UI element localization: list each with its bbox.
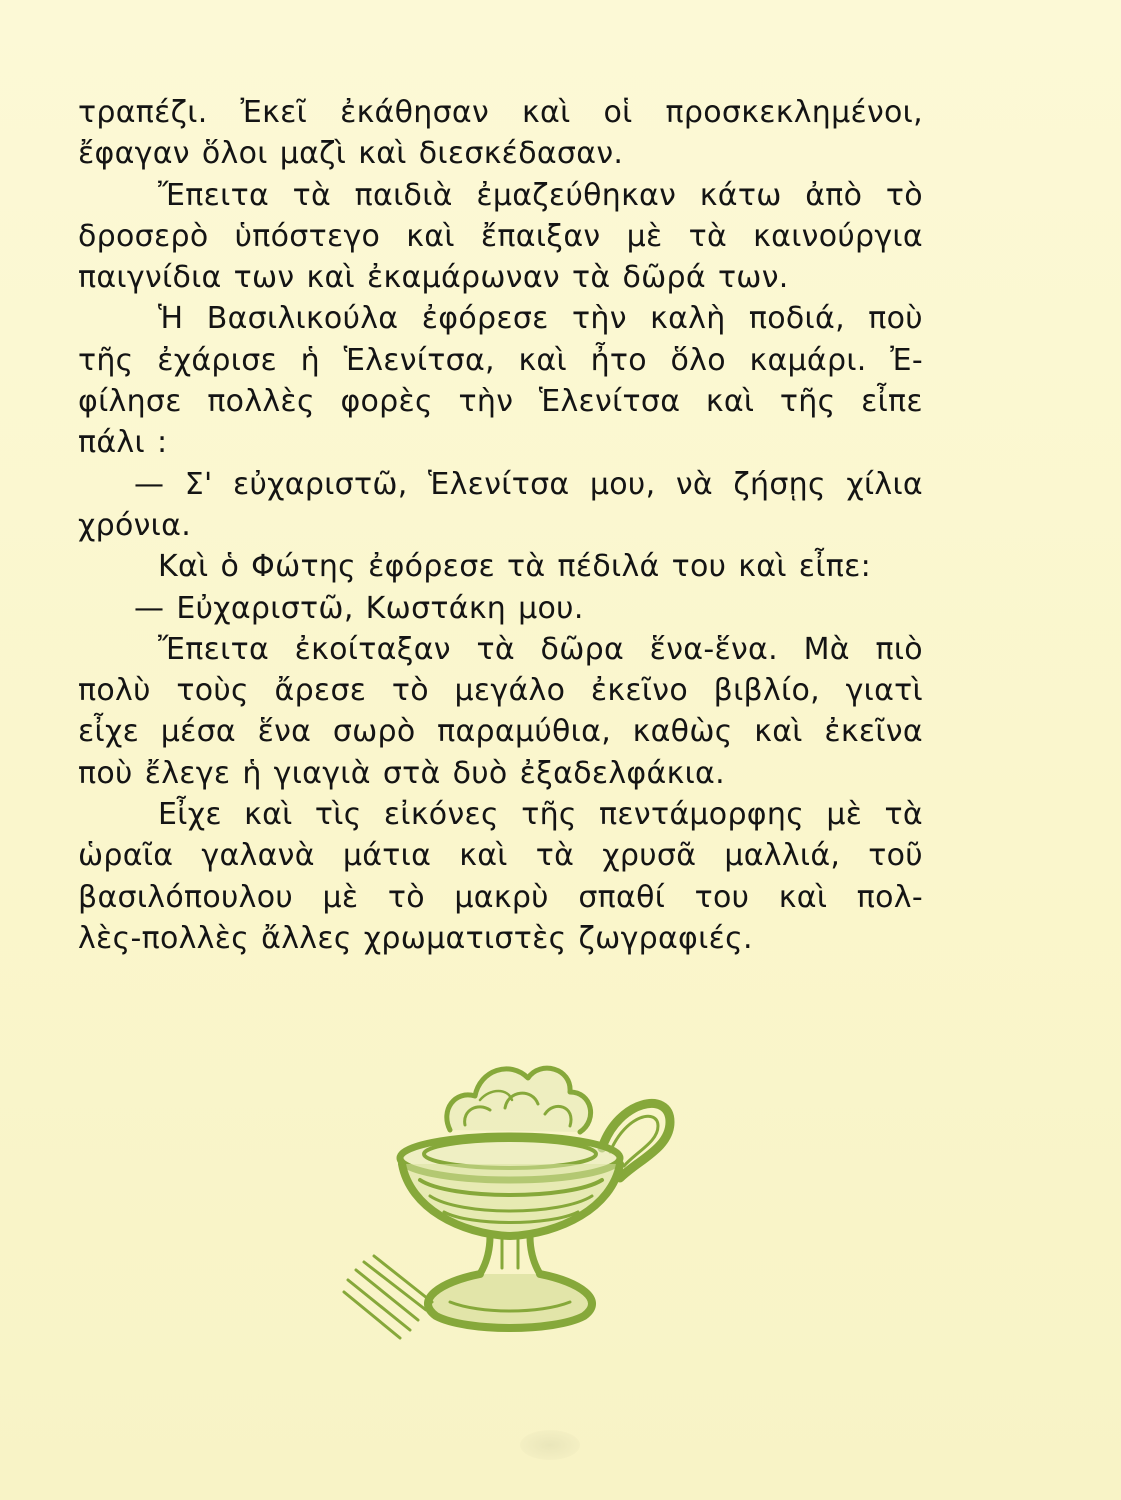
text-line: Ἔπειτα τὰ παιδιὰ ἐμαζεύθηκαν κάτω ἀπὸ τὸ	[158, 177, 923, 213]
text-line: ὡραῖα γαλανὰ μάτια καὶ τὰ χρυσᾶ μαλλιά, τοῦ	[78, 838, 923, 874]
text-line: πάλι :	[78, 425, 168, 461]
text-line: Ἡ Βασιλικούλα ἐφόρεσε τὴν καλὴ ποδιά, ποὺ	[158, 301, 923, 337]
text-line: εἶχε μέσα ἕνα σωρὸ παραμύθια, καθὼς καὶ ἐκεῖνα	[78, 714, 923, 750]
text-line: Καὶ ὁ Φώτης ἐφόρεσε τὰ πέδιλά του καὶ εἶπε:	[158, 549, 872, 585]
text-line: — Εὐχαριστῶ, Κωστάκη μου.	[134, 590, 584, 626]
text-line: λὲς-πολλὲς ἄλλες χρωματιστὲς ζωγραφιές.	[78, 920, 753, 956]
body-text	[78, 92, 923, 959]
text-line: Εἶχε καὶ τὶς εἰκόνες τῆς πεντάμορφης μὲ τὰ	[158, 797, 923, 833]
text-line: δροσερὸ ὑπόστεγο καὶ ἔπαιξαν μὲ τὰ καινούργια	[78, 218, 923, 254]
paper-smudge	[520, 1430, 580, 1460]
text-line: ἔφαγαν ὅλοι μαζὶ καὶ διεσκέδασαν.	[78, 136, 624, 172]
text-line: βασιλόπουλου μὲ τὸ μακρὺ σπαθί του καὶ πολ-	[78, 879, 923, 915]
text-line: — Σ' εὐχαριστῶ, Ἑλενίτσα μου, νὰ ζήσῃς χίλια	[134, 466, 923, 502]
text-line: ποὺ ἔλεγε ἡ γιαγιὰ στὰ δυὸ ἐξαδελφάκια.	[78, 755, 725, 791]
text-line: πολὺ τοὺς ἄρεσε τὸ μεγάλο ἐκεῖνο βιβλίο, γιατὶ	[78, 673, 923, 709]
text-line: φίλησε πολλὲς φορὲς τὴν Ἑλενίτσα καὶ τῆς εἶπε	[78, 384, 923, 420]
text-line: χρόνια.	[78, 507, 192, 543]
incense-burner-icon	[340, 1030, 680, 1350]
text-line: Ἔπειτα ἐκοίταξαν τὰ δῶρα ἕνα-ἕνα. Μὰ πιὸ	[158, 631, 923, 667]
text-line: παιγνίδια των καὶ ἐκαμάρωναν τὰ δῶρά των.	[78, 260, 789, 296]
text-line: τῆς ἐχάρισε ἡ Ἑλενίτσα, καὶ ἦτο ὅλο καμάρι. Ἐ-	[78, 342, 923, 378]
text-line: τραπέζι. Ἐκεῖ ἐκάθησαν καὶ οἱ προσκεκλημένοι,	[78, 95, 923, 130]
